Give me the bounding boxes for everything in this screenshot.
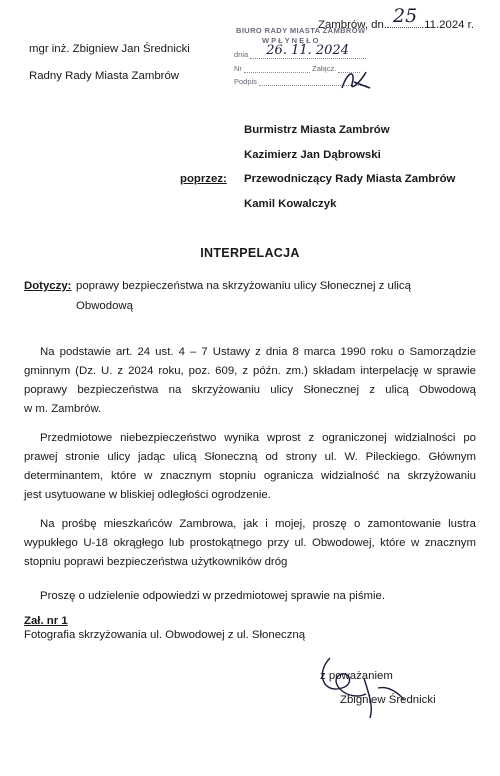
stamp-date-label: dnia — [234, 50, 249, 59]
stamp-signature-label: Podpis — [234, 77, 257, 86]
subject-line2: Obwodową — [76, 300, 133, 312]
handwritten-day: 25 — [393, 5, 418, 27]
p3-line: wypukłego U-18 okrągłego lub prostokątnego przy ul. Obwodowej, które w znacznym — [24, 537, 476, 549]
recipient-mayor-title: Burmistrz Miasta Zambrów — [244, 124, 390, 136]
p3-line: Na prośbę mieszkańców Zambrowa, jak i mojej, proszę o zamontowanie lustra — [40, 518, 476, 530]
stamp-date-value: 26. 11. 2024 — [266, 43, 349, 58]
recipient-chair-title: Przewodniczący Rady Miasta Zambrów — [244, 173, 456, 185]
subject-label: Dotyczy: — [24, 280, 72, 292]
place-date-prefix: Zambrów, dn. — [318, 19, 388, 31]
p3-line: stopniu poprawi bezpieczeństwa użytkowników dróg — [24, 556, 288, 568]
handwritten-signature — [308, 648, 418, 728]
subject-line1: poprawy bezpieczeństwa na skrzyżowaniu ulicy Słonecznej z ulicą — [76, 280, 411, 292]
stamp-received: WPŁYNĘŁO — [262, 36, 321, 45]
closing-name: Zbigniew Średnicki — [340, 694, 436, 706]
attachment-text: Fotografia skrzyżowania ul. Obwodowej z ul. Słoneczną — [24, 629, 306, 641]
p1-line: poprawy bezpieczeństwa na skrzyżowaniu ulicy Słonecznej z ulicą Obwodową — [24, 384, 476, 396]
body-paragraph-1 — [24, 343, 476, 419]
recipient-mayor-name: Kazimierz Jan Dąbrowski — [244, 149, 381, 161]
closing-regards: z poważaniem — [320, 670, 393, 682]
stamp-date-row — [234, 43, 366, 59]
author-name: mgr inż. Zbigniew Jan Średnicki — [29, 43, 190, 55]
p2-line: Przedmiotowe niebezpieczeństwo wynika wprost z ograniczonej widzialności po — [40, 432, 476, 444]
body-paragraph-4: Proszę o udzielenie odpowiedzi w przedmiotowej sprawie na piśmie. — [40, 590, 386, 602]
p2-line: prawej stronie ulicy jadąc ulicą Słoneczną od strony ul. W. Pileckiego. Głównym — [24, 451, 476, 463]
body-paragraph-3 — [24, 515, 476, 572]
document-title: INTERPELACJA — [200, 246, 300, 260]
stamp-nr-label: Nr — [234, 64, 242, 73]
body-paragraph-2 — [24, 429, 476, 505]
p1-line: Na podstawie art. 24 ust. 4 – 7 Ustawy z dnia 8 marca 1990 roku o Samorządzie — [40, 346, 476, 358]
p1-line: w m. Zambrów. — [24, 403, 102, 415]
p1-line: gminnym (Dz. U. z 2024 roku, poz. 609, z późn. zm.) składam interpelację w sprawie — [24, 365, 476, 377]
p2-line: jest usytuowane w bliskiej odległości ogrodzenie. — [24, 489, 271, 501]
place-date-suffix: .11.2024 r. — [421, 19, 475, 31]
author-role: Radny Rady Miasta Zambrów — [29, 70, 180, 82]
stamp-signature-scribble — [336, 66, 376, 96]
stamp-attachments-label: Załącz. — [312, 64, 337, 73]
stamp-office: BIURO RADY MIASTA ZAMBRÓW — [236, 26, 366, 35]
via-label: poprzez: — [180, 173, 227, 185]
recipient-chair-name: Kamil Kowalczyk — [244, 198, 337, 210]
attachment-label: Zał. nr 1 — [24, 615, 68, 627]
p2-line: determinantem, które w znacznym stopniu ogranicza widzialność na skrzyżowaniu — [24, 470, 476, 482]
receipt-stamp — [232, 26, 390, 90]
